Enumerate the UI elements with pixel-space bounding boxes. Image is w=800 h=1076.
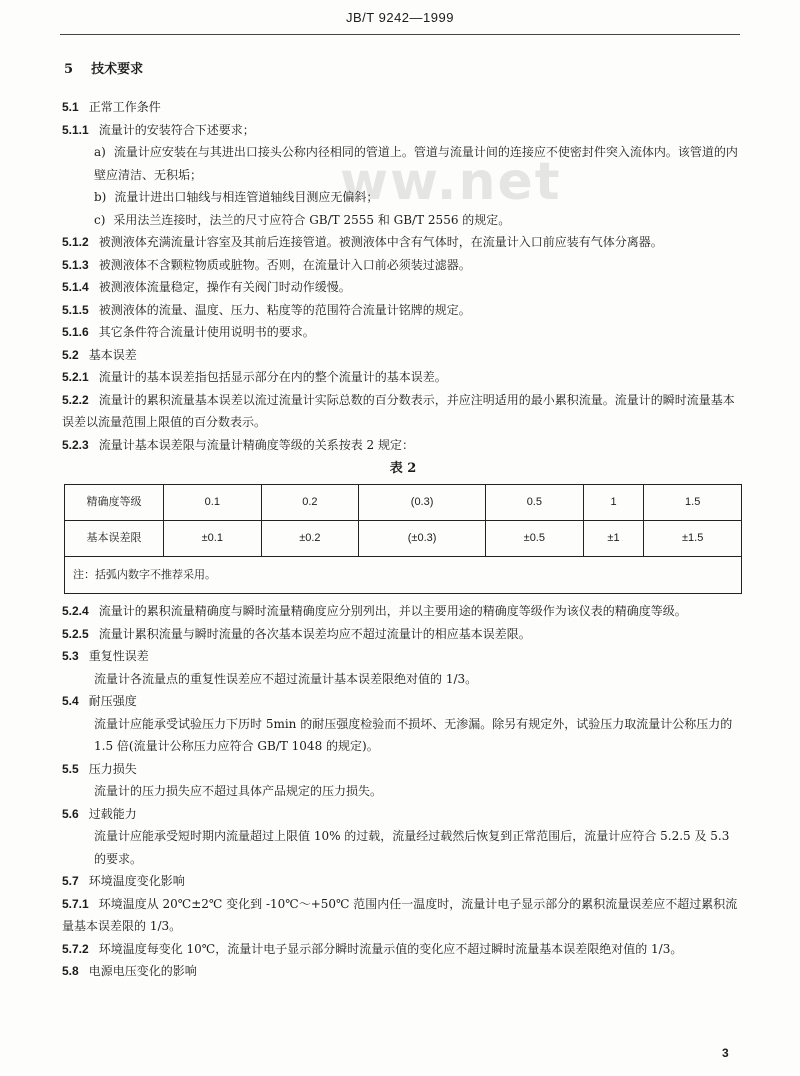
- clause-number: 5.2.4: [62, 604, 89, 618]
- paragraph: [62, 299, 744, 322]
- clause-text: 流量计的压力损失应不超过具体产品规定的压力损失。: [94, 784, 383, 798]
- table-cell: ±1.5: [644, 521, 742, 557]
- clause-text: 流量计应能承受短时期内流量超过上限值 10% 的过载，流量经过载然后恢复到正常范围后，流量计应符合 5.2.5 及 5.3 的要求。: [94, 829, 730, 866]
- clause-text: 流量计基本误差限与流量计精确度等级的关系按表 2 规定：: [98, 437, 414, 452]
- clause-number: 5.5: [62, 761, 79, 776]
- paragraph: [62, 623, 744, 646]
- clause-text: 过载能力: [88, 806, 137, 821]
- paragraph: [62, 344, 744, 367]
- row-label-error-limit: 基本误差限: [65, 521, 164, 557]
- clause-number: 5.2.5: [62, 626, 89, 641]
- paragraph: [62, 96, 744, 119]
- paragraphs-part-2: [62, 600, 744, 983]
- table-cell: 1: [583, 485, 644, 521]
- paragraph: [62, 758, 744, 781]
- clause-text: 环境温度从 20℃±2℃ 变化到 -10℃～+50℃ 范围内任一温度时，流量计电子显示部分的累积流量误差应不超过累积流量基本误差限的 1/3。: [62, 896, 738, 933]
- table-cell: 0.1: [164, 485, 262, 521]
- list-item-marker: b): [94, 190, 107, 204]
- clause-text: 正常工作条件: [88, 100, 161, 114]
- clause-text: 流量计进出口轴线与相连管道轴线目测应无偏斜；: [114, 190, 379, 204]
- clause-number: 5.2.2: [62, 392, 89, 407]
- paragraph: [62, 645, 744, 668]
- clause-text: 电源电压变化的影响: [88, 964, 197, 978]
- clause-number: 5.1.1: [62, 122, 89, 137]
- clause-text: 流量计的累积流量精确度与瞬时流量精确度应分别列出，并以主要用途的精确度等级作为该仪表的精确度等级。: [98, 604, 687, 618]
- paragraph: [62, 434, 744, 457]
- table-cell: 1.5: [644, 485, 742, 521]
- table-note: 注：括弧内数字不推荐采用。: [65, 557, 742, 594]
- clause-text: 采用法兰连接时，法兰的尺寸应符合 GB/T 2555 和 GB/T 2556 的规定。: [113, 212, 511, 227]
- clause-number: 5.1.3: [62, 257, 89, 272]
- clause-text: 耐压强度: [88, 694, 137, 708]
- paragraph: [62, 119, 744, 142]
- clause-text: 被测液体流量稳定，操作有关阀门时动作缓慢。: [98, 280, 351, 294]
- table-row-note: [65, 557, 742, 594]
- watermark: ww.net: [340, 152, 562, 212]
- clause-text: 重复性误差: [88, 649, 149, 663]
- accuracy-table: [64, 484, 742, 594]
- table-cell: ±0.5: [486, 521, 584, 557]
- section-number: 5: [64, 62, 74, 77]
- paragraph: [62, 321, 744, 344]
- clause-number: 5.1.4: [62, 280, 89, 294]
- paragraph: [62, 938, 744, 961]
- paragraph: [62, 713, 744, 758]
- clause-text: 其它条件符合流量计使用说明书的要求。: [98, 325, 315, 339]
- table-row-error-limit: [65, 521, 742, 557]
- clause-text: 环境温度每变化 10℃，流量计电子显示部分瞬时流量示值的变化应不超过瞬时流量基本误差限绝对值的 1/3。: [98, 941, 683, 956]
- clause-number: 5.2.3: [62, 437, 89, 452]
- table-cell: ±0.2: [261, 521, 359, 557]
- clause-text: 流量计应安装在与其进出口接头公称内径相同的管道上。管道与流量计间的连接应不使密封件突入流体内。该管道的内壁应清洁、无积垢；: [94, 145, 738, 182]
- table-row-accuracy-class: [65, 485, 742, 521]
- table-caption: 表 2: [389, 461, 417, 476]
- paragraph: [62, 668, 744, 691]
- clause-number: 5.2.1: [62, 370, 89, 384]
- clause-number: 5.4: [62, 694, 79, 708]
- clause-text: 流量计的基本误差指包括显示部分在内的整个流量计的基本误差。: [98, 370, 447, 384]
- paragraph: [62, 389, 744, 434]
- list-item-marker: a): [94, 145, 106, 159]
- page-header: [60, 4, 740, 35]
- clause-number: 5.1.2: [62, 235, 89, 249]
- paragraph: [62, 209, 744, 232]
- clause-number: 5.1.5: [62, 302, 89, 317]
- table-cell: 0.2: [261, 485, 359, 521]
- paragraph: [62, 366, 744, 389]
- paragraph: [62, 231, 744, 254]
- clause-text: 流量计的安装符合下述要求；: [98, 122, 255, 137]
- table-cell: (±0.3): [359, 521, 486, 557]
- paragraph: [62, 254, 744, 277]
- paragraph: [62, 803, 744, 826]
- table-cell: ±1: [583, 521, 644, 557]
- clause-number: 5.8: [62, 964, 79, 978]
- document-body: [62, 96, 744, 983]
- clause-text: 环境温度变化影响: [88, 874, 185, 888]
- clause-number: 5.1: [62, 100, 79, 114]
- section-heading: [64, 58, 143, 77]
- paragraphs-part-1: [62, 96, 744, 456]
- table-cell: ±0.1: [164, 521, 262, 557]
- standard-code: JB/T 9242—1999: [346, 10, 454, 25]
- paragraph: [62, 276, 744, 299]
- clause-text: 被测液体的流量、温度、压力、粘度等的范围符合流量计铭牌的规定。: [98, 302, 471, 317]
- paragraph: [62, 870, 744, 893]
- clause-number: 5.1.6: [62, 325, 89, 339]
- clause-number: 5.3: [62, 649, 79, 663]
- clause-text: 基本误差: [88, 347, 137, 362]
- clause-text: 流量计的累积流量基本误差以流过流量计实际总数的百分数表示，并应注明适用的最小累积流量。流量计的瞬时流量基本误差以流量范围上限值的百分数表示。: [62, 392, 735, 429]
- clause-number: 5.7: [62, 874, 79, 888]
- clause-text: 流量计各流量点的重复性误差应不超过流量计基本误差限绝对值的 1/3。: [94, 671, 478, 686]
- paragraph: [62, 825, 744, 870]
- paragraph: [62, 600, 744, 623]
- table-cell: 0.5: [486, 485, 584, 521]
- paragraph: [62, 690, 744, 713]
- clause-number: 5.7.2: [62, 941, 89, 956]
- section-title: 技术要求: [91, 62, 144, 77]
- table-cell: (0.3): [359, 485, 486, 521]
- clause-number: 5.6: [62, 806, 79, 821]
- clause-text: 被测液体不含颗粒物质或脏物。否则，在流量计入口前必须装过滤器。: [98, 257, 471, 272]
- paragraph: [62, 893, 744, 938]
- paragraph: [62, 780, 744, 803]
- paragraph: [62, 141, 744, 186]
- clause-number: 5.7.1: [62, 896, 89, 911]
- row-label-accuracy: 精确度等级: [65, 485, 164, 521]
- list-item-marker: c): [94, 212, 106, 227]
- clause-text: 流量计应能承受试验压力下历时 5min 的耐压强度检验而不损坏、无渗漏。除另有规定外，试验压力取流量计公称压力的 1.5 倍(流量计公称压力应符合 GB/T 1048 的规定)。: [94, 716, 733, 753]
- paragraph: [62, 186, 744, 209]
- clause-text: 被测液体充满流量计容室及其前后连接管道。被测液体中含有气体时，在流量计入口前应装有气体分离器。: [98, 235, 663, 249]
- clause-text: 流量计累积流量与瞬时流量的各次基本误差均应不超过流量计的相应基本误差限。: [98, 626, 531, 641]
- clause-text: 压力损失: [88, 761, 137, 776]
- page-number: 3: [722, 1046, 729, 1060]
- paragraph: [62, 960, 744, 983]
- clause-number: 5.2: [62, 347, 79, 362]
